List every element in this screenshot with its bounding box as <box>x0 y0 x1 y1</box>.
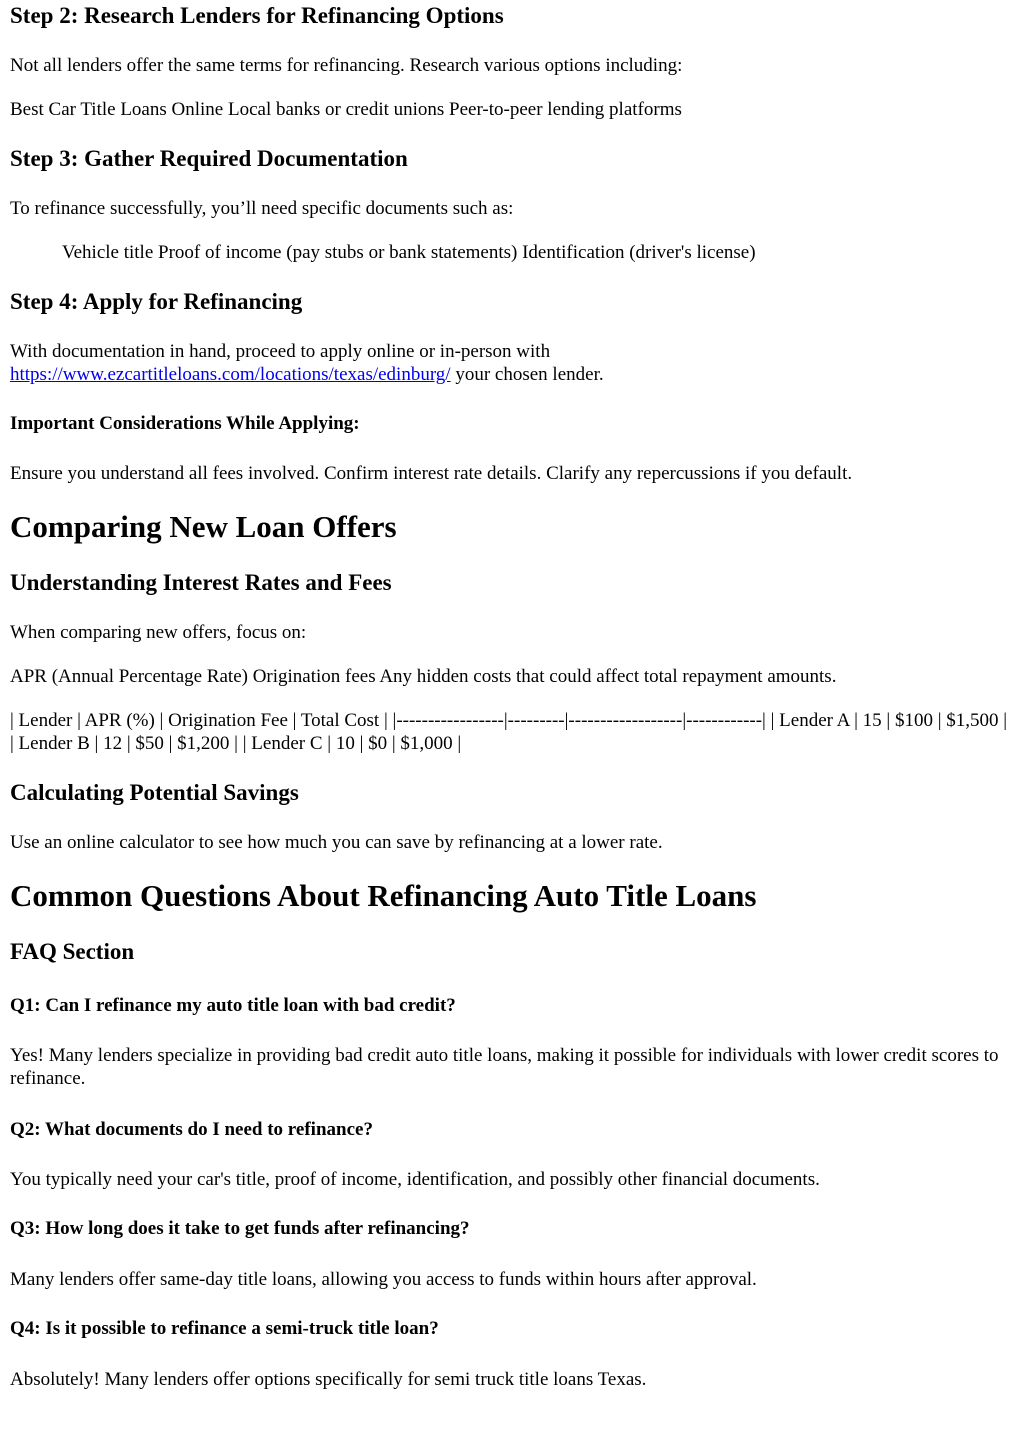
faq-question: Q2: What documents do I need to refinance? <box>10 1119 373 1140</box>
lender-comparison-table: | Lender | APR (%) | Origination Fee | Total Cost | |-----------------|---------|------------------|------------| | Lender A | 15 | $100 | $1,500 | | Lender B | 12 | $50 | $1,200 | | Lender C | 10 | $0 | $1,000 | <box>10 710 1008 754</box>
step4-text <box>10 340 1014 386</box>
step4-text-before: With documentation in hand, proceed to apply online or in-person with <box>10 341 551 362</box>
step2-intro: Not all lenders offer the same terms for refinancing. Research various options including: <box>10 55 683 76</box>
considerations-text: Ensure you understand all fees involved. Confirm interest rate details. Clarify any repercussions if you default. <box>10 463 853 484</box>
step4-text-after: your chosen lender. <box>450 364 604 385</box>
step3-documents: Vehicle title Proof of income (pay stubs or bank statements) Identification (driver's license) <box>62 242 756 263</box>
comparing-heading: Comparing New Loan Offers <box>10 509 397 544</box>
faq-answer: Yes! Many lenders specialize in providing bad credit auto title loans, making it possible for individuals with lower credit scores to refinance. <box>10 1045 999 1089</box>
edinburg-link[interactable]: https://www.ezcartitleloans.com/locations/texas/edinburg/ <box>10 364 451 385</box>
step4-heading: Step 4: Apply for Refinancing <box>10 289 303 314</box>
comparing-focus-points: APR (Annual Percentage Rate) Origination fees Any hidden costs that could affect total repayment amounts. <box>10 666 837 687</box>
common-questions-heading: Common Questions About Refinancing Auto Title Loans <box>10 878 757 913</box>
rates-fees-heading: Understanding Interest Rates and Fees <box>10 570 392 595</box>
faq-answer: You typically need your car's title, proof of income, identification, and possibly other financial documents. <box>10 1169 820 1190</box>
step3-intro: To refinance successfully, you’ll need specific documents such as: <box>10 198 514 219</box>
faq-answer: Many lenders offer same-day title loans, allowing you access to funds within hours after approval. <box>10 1269 757 1290</box>
faq-heading: FAQ Section <box>10 939 135 964</box>
document-page <box>0 2 1024 1391</box>
step3-heading: Step 3: Gather Required Documentation <box>10 146 408 171</box>
comparing-intro: When comparing new offers, focus on: <box>10 622 307 643</box>
considerations-heading: Important Considerations While Applying: <box>10 413 360 434</box>
faq-answer: Absolutely! Many lenders offer options specifically for semi truck title loans Texas. <box>10 1369 647 1390</box>
faq-question: Q1: Can I refinance my auto title loan with bad credit? <box>10 995 456 1016</box>
savings-text: Use an online calculator to see how much you can save by refinancing at a lower rate. <box>10 832 663 853</box>
step2-heading: Step 2: Research Lenders for Refinancing Options <box>10 3 504 28</box>
savings-heading: Calculating Potential Savings <box>10 780 299 805</box>
faq-question: Q4: Is it possible to refinance a semi-truck title loan? <box>10 1318 439 1339</box>
faq-question: Q3: How long does it take to get funds after refinancing? <box>10 1218 470 1239</box>
step2-options: Best Car Title Loans Online Local banks or credit unions Peer-to-peer lending platforms <box>10 99 682 120</box>
